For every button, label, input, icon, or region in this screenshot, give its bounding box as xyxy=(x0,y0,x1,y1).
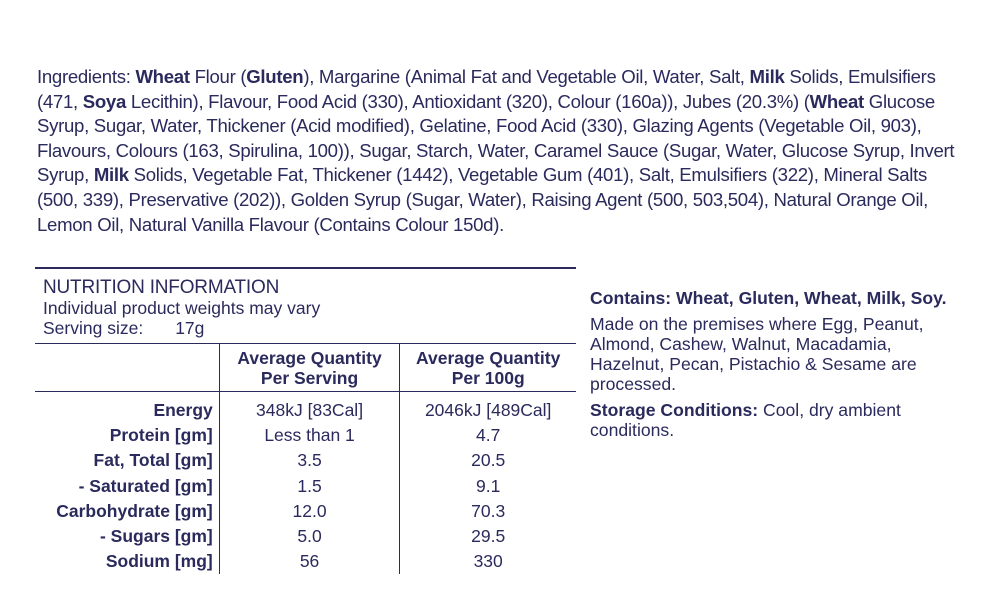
ingredients-paragraph xyxy=(37,65,972,237)
per-100g-value: 20.5 xyxy=(400,448,576,473)
header-per-serving-line1: Average Quantity xyxy=(237,348,382,368)
allergen-word: Milk xyxy=(93,164,129,186)
header-per-100g-line2: Per 100g xyxy=(451,368,525,388)
ingredient-text: Glucose Syrup, Sugar, Water, Thickener (Acid modified), Gelatine, Food Acid (330), Glazing Agents (Vegetable Oil, 903), Flavours, Colours (163, Spirulina, 100)), Sugar, Starch, Water, Caramel Sauce (Sugar, Water, Glucose Syrup, Invert Syrup, xyxy=(37,90,955,186)
nutrition-row xyxy=(35,423,576,448)
allergen-word: Gluten xyxy=(246,66,304,87)
nutrition-subtitle: Individual product weights may vary xyxy=(43,298,321,318)
nutrition-row xyxy=(35,474,576,499)
nutrient-label: - Sugars [gm] xyxy=(99,526,213,547)
per-100g-value: 4.7 xyxy=(400,423,576,448)
nutrition-row xyxy=(35,448,576,473)
nutrient-label: - Saturated [gm] xyxy=(78,475,213,496)
per-100g-value: 9.1 xyxy=(400,474,576,499)
nutrition-table-body xyxy=(35,392,576,575)
serving-size-label: Serving size: xyxy=(43,318,144,338)
nutrition-title: NUTRITION INFORMATION xyxy=(43,277,280,298)
nutrient-label: Fat, Total [gm] xyxy=(93,450,213,471)
header-per-100g xyxy=(400,344,576,392)
nutrient-label: Sodium [mg] xyxy=(105,551,213,572)
header-per-serving-line2: Per Serving xyxy=(260,368,359,388)
allergen-word: Soya xyxy=(82,90,126,112)
allergen-info xyxy=(590,288,960,446)
per-100g-value: 70.3 xyxy=(400,499,576,524)
nutrition-row xyxy=(35,549,576,574)
allergen-word: Wheat xyxy=(809,90,864,112)
nutrient-label: Carbohydrate [gm] xyxy=(56,500,213,521)
header-per-serving xyxy=(219,344,400,392)
serving-size-value: 17g xyxy=(175,318,205,338)
storage-statement xyxy=(590,400,960,440)
per-serving-value: Less than 1 xyxy=(219,423,400,448)
header-per-100g-line1: Average Quantity xyxy=(416,348,561,368)
storage-label: Storage Conditions: xyxy=(590,400,759,420)
nutrition-row xyxy=(35,524,576,549)
ingredient-text: Lecithin), Flavour, Food Acid (330), Antioxidant (320), Colour (160a)), Jubes (20.3%) ( xyxy=(126,90,810,112)
per-serving-value: 348kJ [83Cal] xyxy=(219,392,400,424)
allergen-word: Wheat xyxy=(135,66,190,87)
per-serving-value: 56 xyxy=(219,549,400,574)
per-100g-value: 2046kJ [489Cal] xyxy=(400,392,576,424)
premises-statement: Made on the premises where Egg, Peanut, Almond, Cashew, Walnut, Macadamia, Hazelnut, Pecan, Pistachio & Sesame are processed. xyxy=(590,314,924,394)
per-serving-value: 12.0 xyxy=(219,499,400,524)
ingredient-text: Ingredients: xyxy=(37,66,136,87)
contains-text: Contains: Wheat, Gluten, Wheat, Milk, Soy. xyxy=(590,288,947,308)
nutrient-label: Protein [gm] xyxy=(109,425,213,446)
header-label-cell xyxy=(35,344,219,392)
allergen-word: Milk xyxy=(749,66,785,87)
storage-text: Cool, dry ambient conditions. xyxy=(590,400,901,440)
nutrition-header xyxy=(35,269,575,338)
contains-statement xyxy=(590,288,960,308)
per-100g-value: 330 xyxy=(400,549,576,574)
ingredient-text: Solids, Vegetable Fat, Thickener (1442), Vegetable Gum (401), Salt, Emulsifiers (322), Mineral Salts (500, 339), Preservative (202)), Golden Syrup (Sugar, Water), Raising Agent (500, 503,504), Natural Orange Oil, Lemon Oil, Natural Vanilla Flavour (Contains Colour 150d). xyxy=(37,164,928,235)
nutrient-label: Energy xyxy=(153,400,213,420)
per-serving-value: 5.0 xyxy=(219,524,400,549)
per-serving-value: 1.5 xyxy=(219,474,400,499)
ingredient-text: Solids, Emulsifiers (471, xyxy=(37,66,936,112)
nutrition-table-header-row xyxy=(35,344,576,392)
nutrition-row xyxy=(35,392,576,424)
serving-size xyxy=(43,318,575,338)
per-serving-value: 3.5 xyxy=(219,448,400,473)
nutrition-table xyxy=(35,343,576,574)
nutrition-panel xyxy=(35,267,575,574)
per-100g-value: 29.5 xyxy=(400,524,576,549)
nutrition-row xyxy=(35,499,576,524)
ingredient-text: Flour ( xyxy=(189,66,247,87)
ingredient-text: ), Margarine (Animal Fat and Vegetable Oil, Water, Salt, xyxy=(303,66,750,87)
